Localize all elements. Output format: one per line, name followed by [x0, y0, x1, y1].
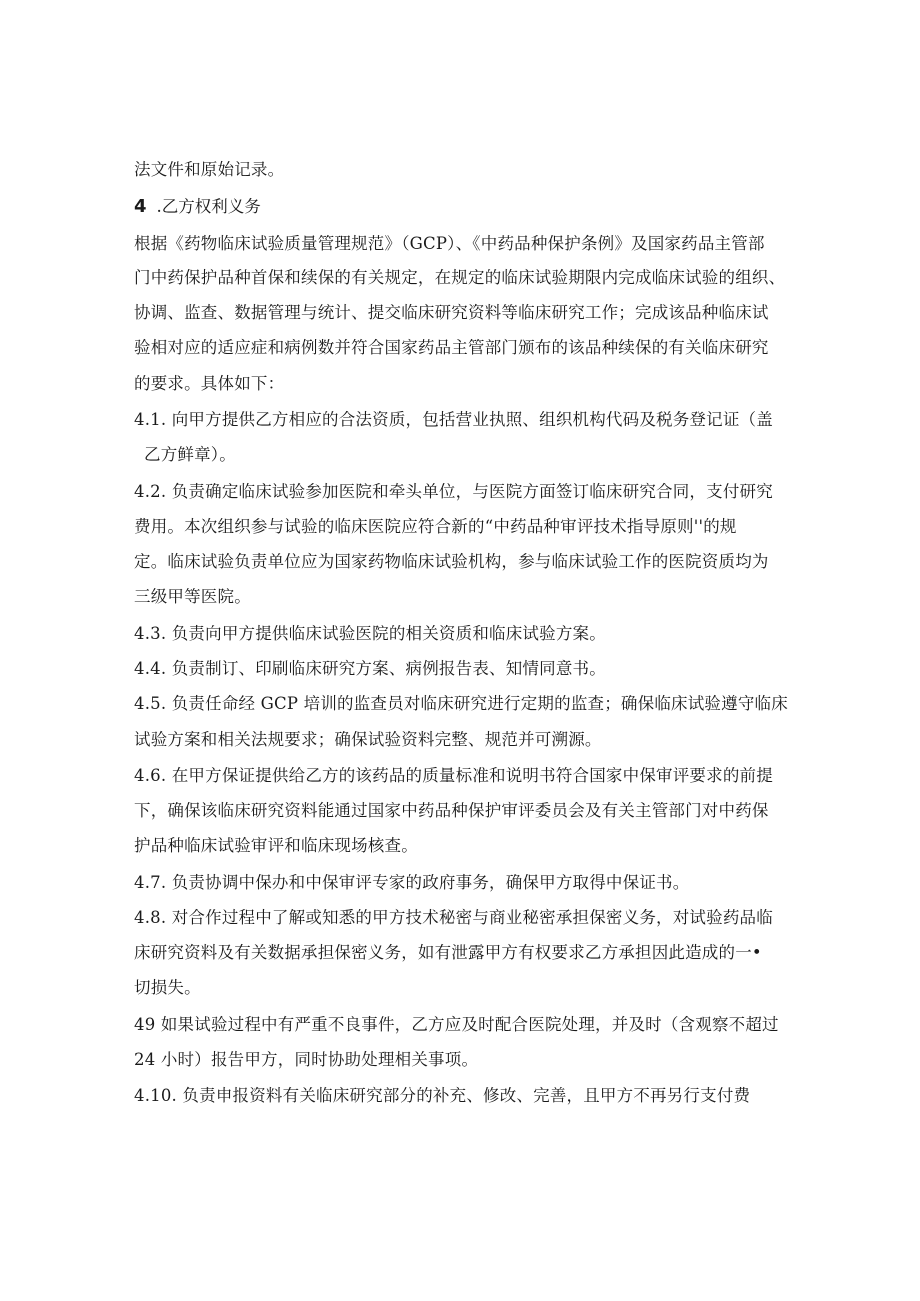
section-heading [134, 195, 261, 219]
text-line: 门中药保护品种首保和续保的有关规定，在规定的临床试验期限内完成临床试验的组织、 [134, 268, 786, 287]
text-line: 4.6. 在甲方保证提供给乙方的该药品的质量标准和说明书符合国家中保审评要求的前提 [134, 766, 773, 785]
text-line: 4.7. 负责协调中保办和中保审评专家的政府事务，确保甲方取得中保证书。 [134, 873, 690, 892]
text-line: 4.8. 对合作过程中了解或知悉的甲方技术秘密与商业秘密承担保密义务，对试验药品临 [134, 908, 773, 927]
text-line: 三级甲等医院。 [134, 587, 251, 606]
section-title: .乙方权利义务 [156, 197, 261, 216]
text-line: 法文件和原始记录。 [134, 160, 285, 179]
text-line: 4.4. 负责制订、印刷临床研究方案、病例报告表、知情同意书。 [134, 659, 606, 678]
text-line: 验相对应的适应症和病例数并符合国家药品主管部门颁布的该品种续保的有关临床研究 [134, 338, 769, 357]
text-line: 4.2. 负责确定临床试验参加医院和牵头单位，与医院方面签订临床研究合同，支付研究 [134, 482, 773, 501]
text-line: 根据《药物临床试验质量管理规范》（GCP）、《中药品种保护条例》及国家药品主管部 [134, 234, 765, 253]
text-line: 下，确保该临床研究资料能通过国家中药品种保护审评委员会及有关主管部门对中药保 [134, 801, 769, 820]
text-line: 协调、监查、数据管理与统计、提交临床研究资料等临床研究工作；完成该品种临床试 [134, 303, 769, 322]
text-line: 4.3. 负责向甲方提供临床试验医院的相关资质和临床试验方案。 [134, 624, 606, 643]
text-line: 24 小时）报告甲方，同时协助处理相关事项。 [134, 1050, 479, 1069]
text-line: 4.10. 负责申报资料有关临床研究部分的补充、修改、完善，且甲方不再另行支付费 [134, 1086, 751, 1105]
text-line: 4.5. 负责任命经 GCP 培训的监查员对临床研究进行定期的监查；确保临床试验遵守临床 [134, 694, 788, 713]
text-line: 护品种临床试验审评和临床现场核查。 [134, 836, 418, 855]
text-line: 费用。本次组织参与试验的临床医院应符合新的“中药品种审评技术指导原则''的规 [134, 517, 737, 536]
text-line: 试验方案和相关法规要求；确保试验资料完整、规范并可溯源。 [134, 730, 602, 749]
text-line: 4.1. 向甲方提供乙方相应的合法资质，包括营业执照、组织机构代码及税务登记证（盖 [134, 410, 773, 429]
text-line: 的要求。具体如下： [134, 374, 285, 393]
section-number: 4 [134, 196, 147, 217]
text-line: 49 如果试验过程中有严重不良事件，乙方应及时配合医院处理，并及时（含观察不超过 [134, 1015, 779, 1034]
text-line: 乙方鲜章）。 [144, 445, 236, 464]
text-line: 切损失。 [134, 978, 201, 997]
text-line: 定。临床试验负责单位应为国家药物临床试验机构，参与临床试验工作的医院资质均为 [134, 552, 769, 571]
text-line: 床研究资料及有关数据承担保密义务，如有泄露甲方有权要求乙方承担因此造成的一• [134, 943, 762, 962]
